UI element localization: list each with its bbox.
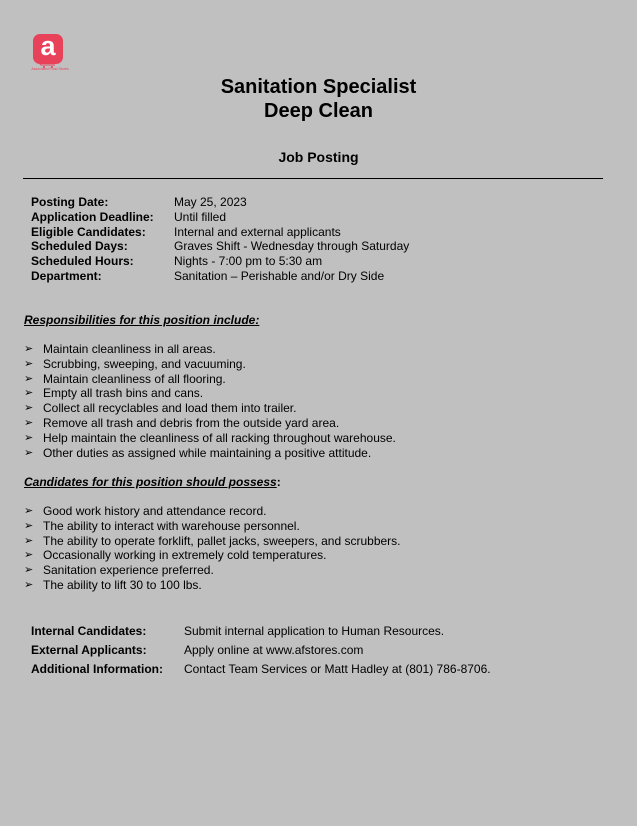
contact-label: Internal Candidates: [31, 624, 147, 638]
arrow-bullet-icon: ➢ [24, 343, 34, 355]
arrow-bullet-icon: ➢ [24, 564, 34, 577]
title-line-1: Sanitation Specialist [220, 76, 417, 98]
contact-label: Additional Information: [31, 662, 163, 677]
arrow-bullet-icon: ➢ [24, 431, 34, 444]
detail-value: Nights - 7:00 pm to 5:30 am [174, 254, 323, 269]
arrow-bullet-icon: ➢ [24, 387, 34, 400]
arrow-bullet-icon: ➢ [24, 519, 34, 532]
divider-line [23, 178, 603, 179]
detail-value: Sanitation – Perishable and/or Dry Side [174, 268, 385, 283]
arrow-bullet-icon: ➢ [24, 549, 34, 562]
logo-badge: a [33, 34, 63, 64]
contact-value: Submit internal application to Human Resources. [184, 624, 445, 638]
detail-value: Graves Shift - Wednesday through Saturday [174, 239, 410, 254]
arrow-bullet-icon: ➢ [24, 416, 34, 429]
arrow-bullet-icon: ➢ [24, 402, 34, 415]
arrow-bullet-icon: ➢ [24, 578, 34, 591]
arrow-bullet-icon: ➢ [24, 372, 34, 385]
arrow-bullet-icon: ➢ [24, 505, 34, 517]
logo-tagline: Associated Food Stores [31, 67, 69, 71]
qualifications-heading: Candidates for this position should possess: [24, 475, 281, 489]
detail-label: Scheduled Days: [31, 239, 128, 254]
detail-value: May 25, 2023 [174, 195, 247, 209]
detail-value: Internal and external applicants [174, 224, 341, 239]
contact-value[interactable]: Apply online at www.afstores.com [184, 643, 364, 658]
detail-value: Until filled [174, 209, 227, 224]
responsibilities-heading: Responsibilities for this position include: [24, 313, 260, 327]
arrow-bullet-icon: ➢ [24, 446, 34, 459]
document-subtitle: Job Posting [278, 149, 359, 165]
detail-label: Eligible Candidates: [31, 224, 146, 239]
title-line-2: Deep Clean [264, 100, 373, 122]
contact-label: External Applicants: [31, 643, 147, 658]
detail-label: Application Deadline: [31, 209, 154, 224]
arrow-bullet-icon: ➢ [24, 357, 34, 370]
company-logo [24, 31, 76, 74]
detail-label: Scheduled Hours: [31, 254, 134, 269]
arrow-bullet-icon: ➢ [24, 534, 34, 547]
detail-label: Department: [31, 268, 102, 283]
page-title [0, 75, 637, 123]
contact-value: Contact Team Services or Matt Hadley at (801) 786-8706. [184, 662, 491, 677]
detail-label: Posting Date: [31, 195, 109, 209]
